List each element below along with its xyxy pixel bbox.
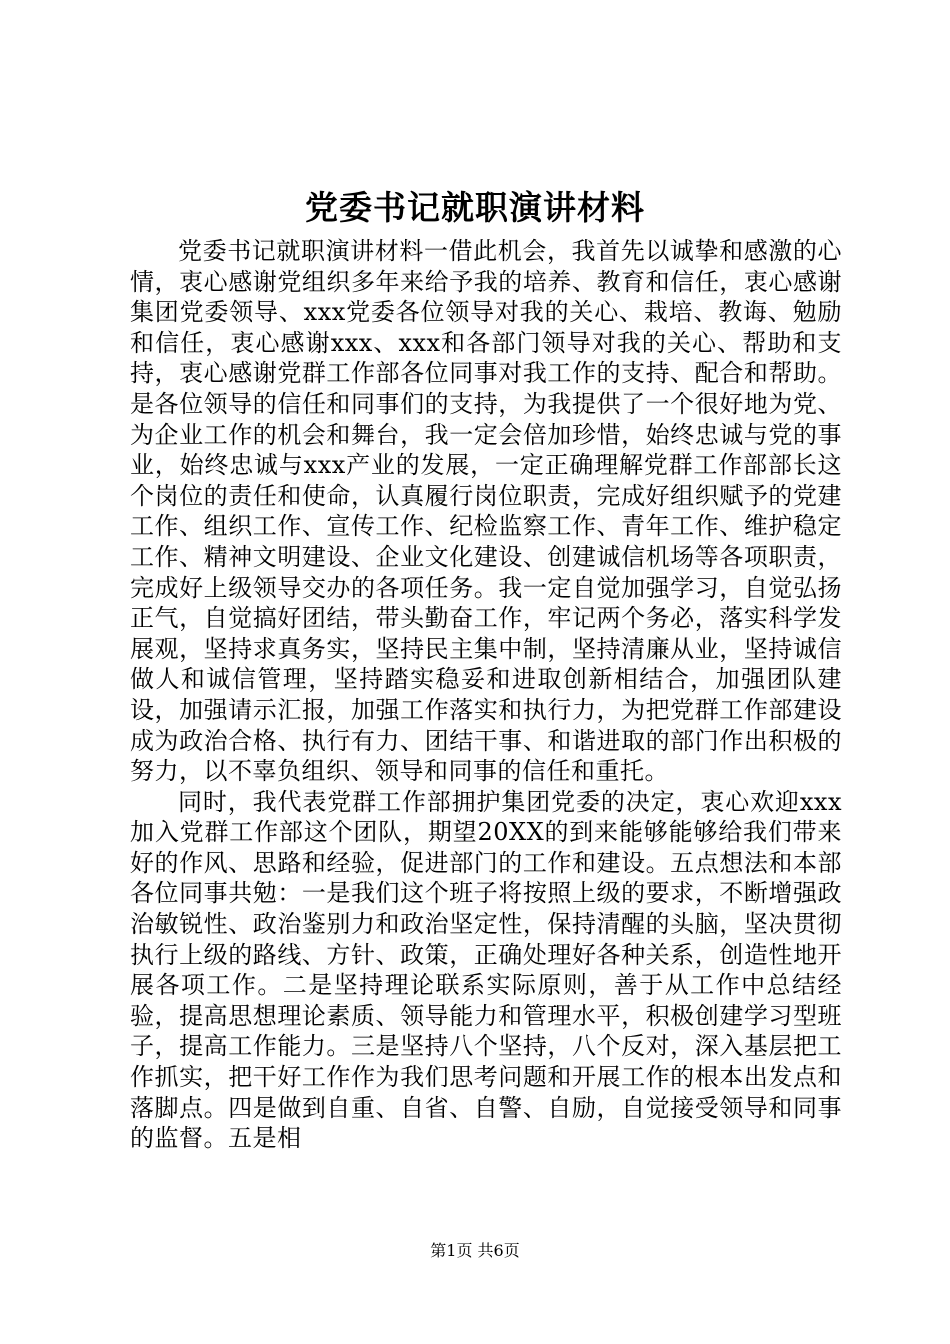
paragraph-2: 同时，我代表党群工作部拥护集团党委的决定，衷心欢迎xxx加入党群工作部这个团队，期望20XX的到来能够能够给我们带来好的作风、思路和经验，促进部门的工作和建设。五点想法和本部各位同事共勉：一是我们这个班子将按照上级的要求，不断增强政治敏锐性、政治鉴别力和政治坚定性，保持清醒的头脑，坚决贯彻执行上级的路线、方针、政策，正确处理好各种关系，创造性地开展各项工作。二是坚持理论联系实际原则，善于从工作中总结经验，提高思想理论素质、领导能力和管理水平，积极创建学习型班子，提高工作能力。三是坚持八个坚持，八个反对，深入基层把工作抓实，把干好工作作为我们思考问题和开展工作的根本出发点和落脚点。四是做到自重、自省、自警、自励，自觉接受领导和同事的监督。五是相 [130,787,842,1153]
page-footer: 第1页 共6页 [430,1241,520,1260]
paragraph-1: 党委书记就职演讲材料一借此机会，我首先以诚挚和感激的心情，衷心感谢党组织多年来给予我的培养、教育和信任，衷心感谢集团党委领导、xxx党委各位领导对我的关心、栽培、教诲、勉励和信任，衷心感谢xxx、xxx和各部门领导对我的关心、帮助和支持，衷心感谢党群工作部各位同事对我工作的支持、配合和帮助。是各位领导的信任和同事们的支持，为我提供了一个很好地为党、为企业工作的机会和舞台，我一定会倍加珍惜，始终忠诚与党的事业，始终忠诚与xxx产业的发展，一定正确理解党群工作部部长这个岗位的责任和使命，认真履行岗位职责，完成好组织赋予的党建工作、组织工作、宣传工作、纪检监察工作、青年工作、维护稳定工作、精神文明建设、企业文化建设、创建诚信机场等各项职责，完成好上级领导交办的各项任务。我一定自觉加强学习，自觉弘扬正气，自觉搞好团结，带头勤奋工作，牢记两个务必，落实科学发展观，坚持求真务实，坚持民主集中制，坚持清廉从业，坚持诚信做人和诚信管理，坚持踏实稳妥和进取创新相结合，加强团队建设，加强请示汇报，加强工作落实和执行力，为把党群工作部建设成为政治合格、执行有力、团结干事、和谐进取的部门作出积极的努力，以不辜负组织、领导和同事的信任和重托。 [130,237,842,786]
document-body [130,236,842,1154]
document-title: 党委书记就职演讲材料 [305,188,645,227]
